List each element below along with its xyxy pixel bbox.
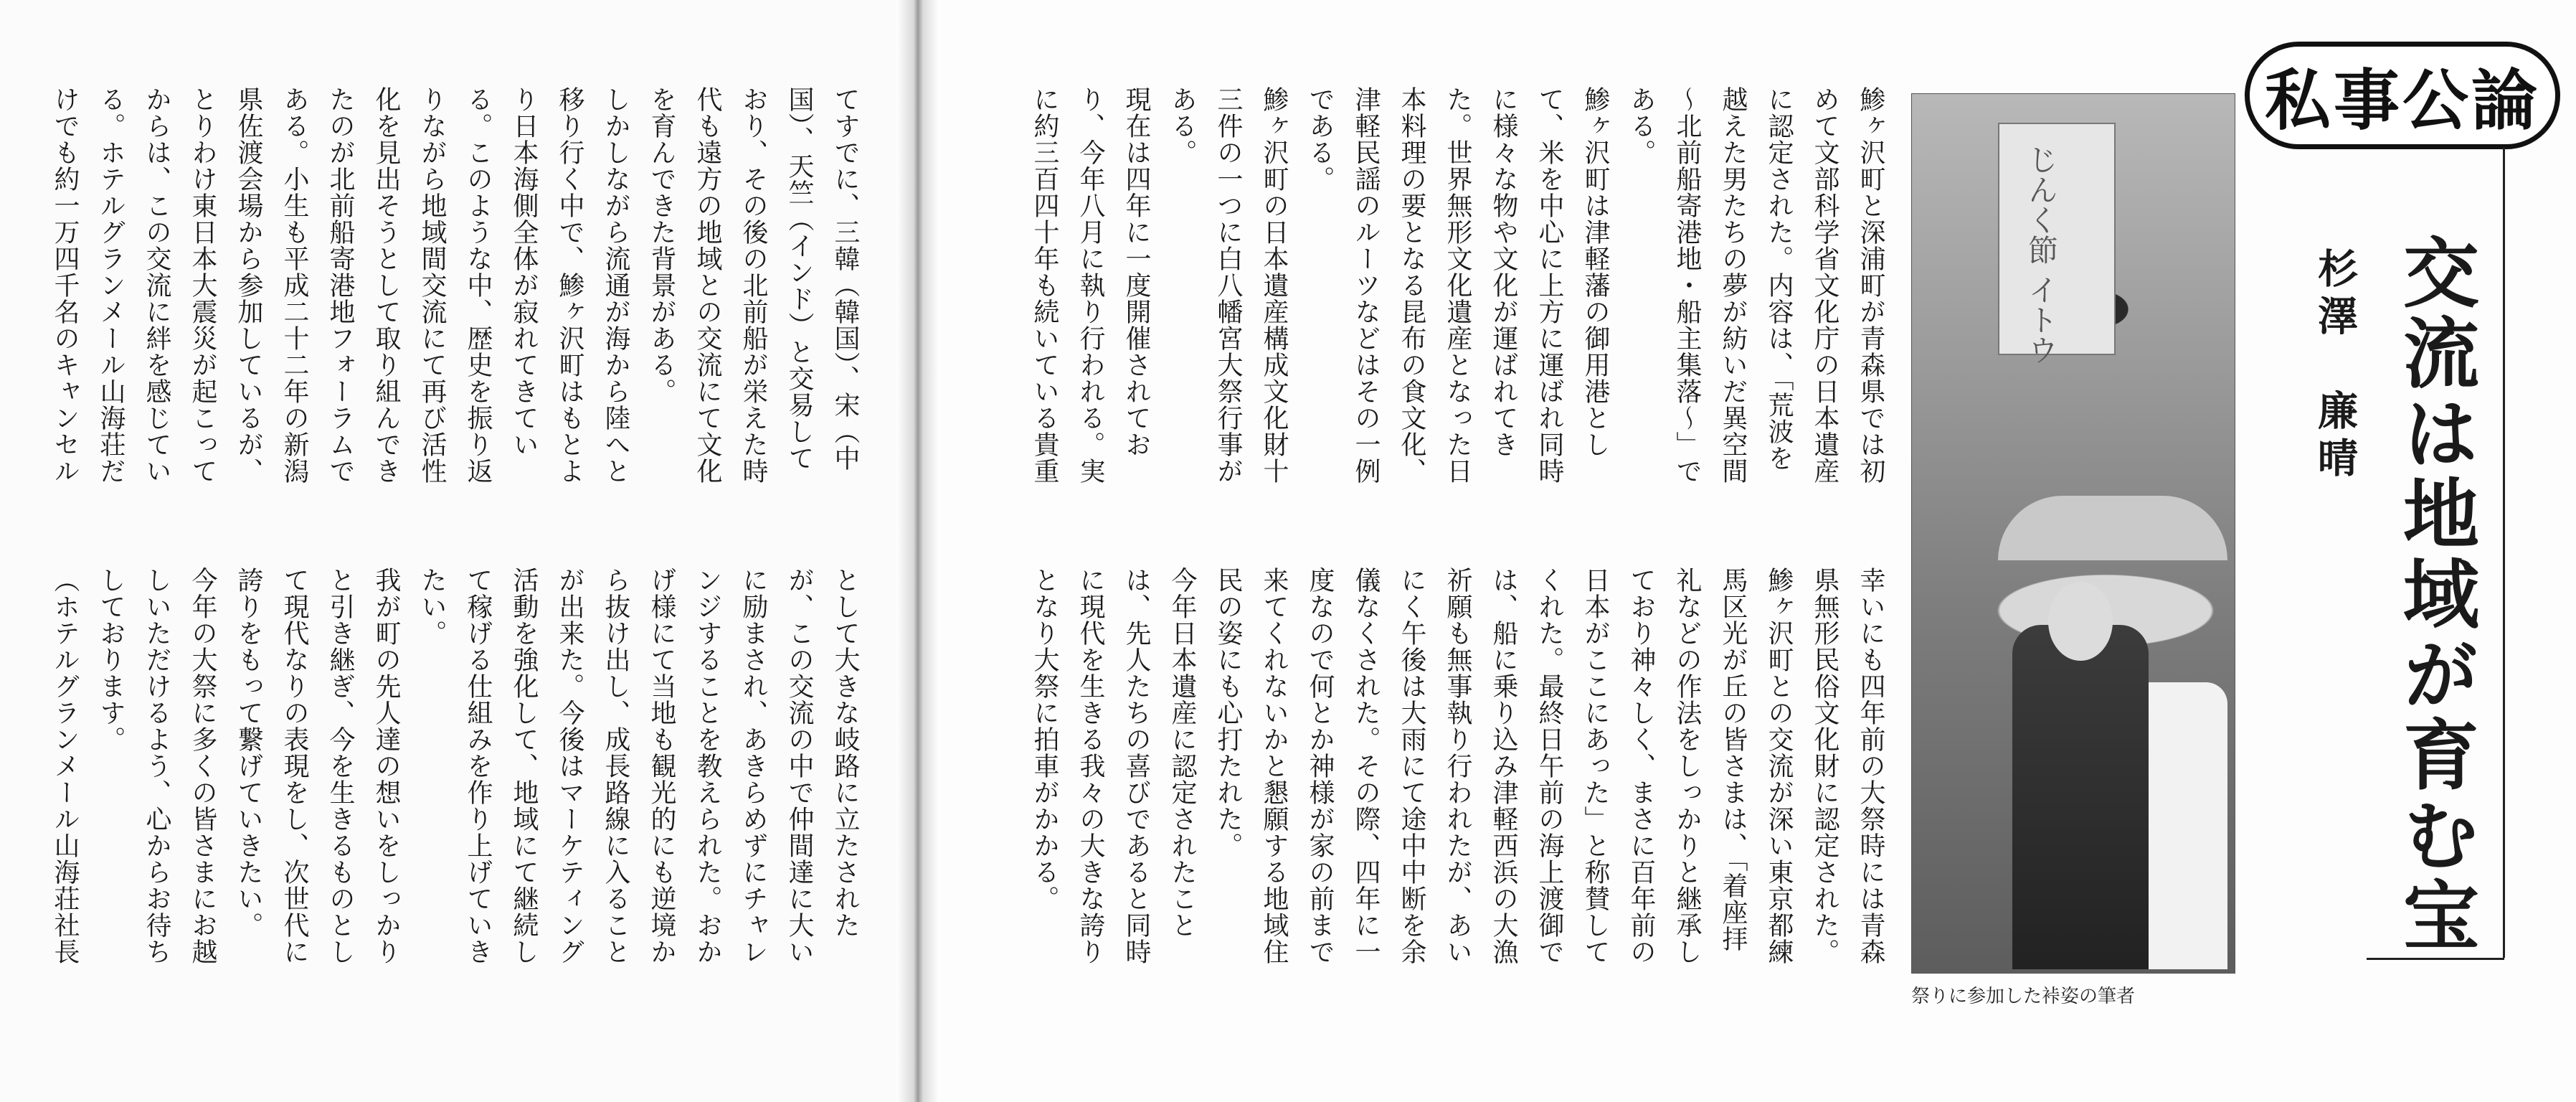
festival-umbrella xyxy=(1998,496,2227,560)
page-gutter xyxy=(896,0,939,1102)
shop-sign-text: じんく節 イトウ xyxy=(2024,144,2059,365)
left-page-upper-text: てすでに、三韓（韓国）、宋（中国）、天竺（インド）と交易しており、その後の北前船が栄えた時代も遠方の地域との交流にて文化を育んできた背景がある。 しかしながら流通が海から陸へと移り行く中で、鯵ヶ沢町はもとより日本海側全体が寂れてきている。このような中、歴史を振り返りながら地域間交流にて再び活性化を見出そうとして取り組んできたのが北前船寄港地フォーラムである。小生も平成二十二年の新潟県佐渡会場から参加しているが、とりわけ東日本大震災が起こってからは、この交流に絆を感じている。ホテルグランメール山海荘だけでも約一万四千名のキャンセル xyxy=(50,86,860,484)
left-page-lower-text: として大きな岐路に立たされたが、この交流の中で仲間達に大いに励まされ、あきらめずにチャレンジすることを教えられた。おかげ様にて当地も観光的にも逆境から抜け出し、成長路線に入ることが出来た。今後はマーケティング活動を強化して、地域にて継続して稼げる仕組みを作り上げていきたい。 我が町の先人達の想いをしっかりと引き継ぎ、今を生きるものとして現代なりの表現をし、次世代に誇りをもって繋げていきたい。 今年の大祭に多くの皆さまにお越しいただけるよう、心からお待ちしております。 （ホテルグランメール山海荘社長 xyxy=(50,567,860,965)
photo-caption: 祭りに参加した裃姿の筆者 xyxy=(1911,986,2136,1007)
headline-rule-vertical xyxy=(2503,147,2505,958)
author-figure xyxy=(2012,625,2149,969)
right-page-lower-text: 幸いにも四年前の大祭時には青森県無形民俗文化財に認定された。鯵ヶ沢町との交流が深い東京都練馬区光が丘の皆さまは、「着座拝礼などの作法をしっかりと継承しており神々しく、まさに百年前の日本がここにあった」と称賛してくれた。最終日午前の海上渡御では、船に乗り込み津軽西浜の大漁祈願も無事執り行われたが、あいにく午後は大雨にて途中中断を余儀なくされた。その際、四年に一度なので何とか神様が家の前まで来てくれないかと懇願する地域住民の姿にも心打たれた。 今年日本遺産に認定されたことは、先人たちの喜びであると同時に現代を生きる我々の大きな誇りとなり大祭に拍車がかかる。 xyxy=(1030,567,1885,965)
author-festival-photo xyxy=(1911,93,2235,974)
article-headline: 交流は地域が育む宝 xyxy=(2391,233,2479,956)
column-badge: 私事公論 xyxy=(2245,42,2560,149)
right-page-upper-text: 鯵ヶ沢町と深浦町が青森県では初めて文部科学省文化庁の日本遺産に認定された。内容は、「荒波を越えた男たちの夢が紡いだ異空間～北前船寄港地・船主集落～」である。 鯵ヶ沢町は津軽藩の御用港として、米を中心に上方に運ばれ同時に様々な物や文化が運ばれてきた。世界無形文化遺産となった日本料理の要となる昆布の食文化、津軽民謡のルーツなどはその一例である。 鯵ヶ沢町の日本遺産構成文化財十三件の一つに白八幡宮大祭行事がある。 現在は四年に一度開催されており、今年八月に執り行われる。実に約三百四十年も続いている貴重 xyxy=(1030,86,1885,484)
author-head xyxy=(2048,582,2113,661)
author-name: 杉澤 廉晴 xyxy=(2311,248,2358,484)
